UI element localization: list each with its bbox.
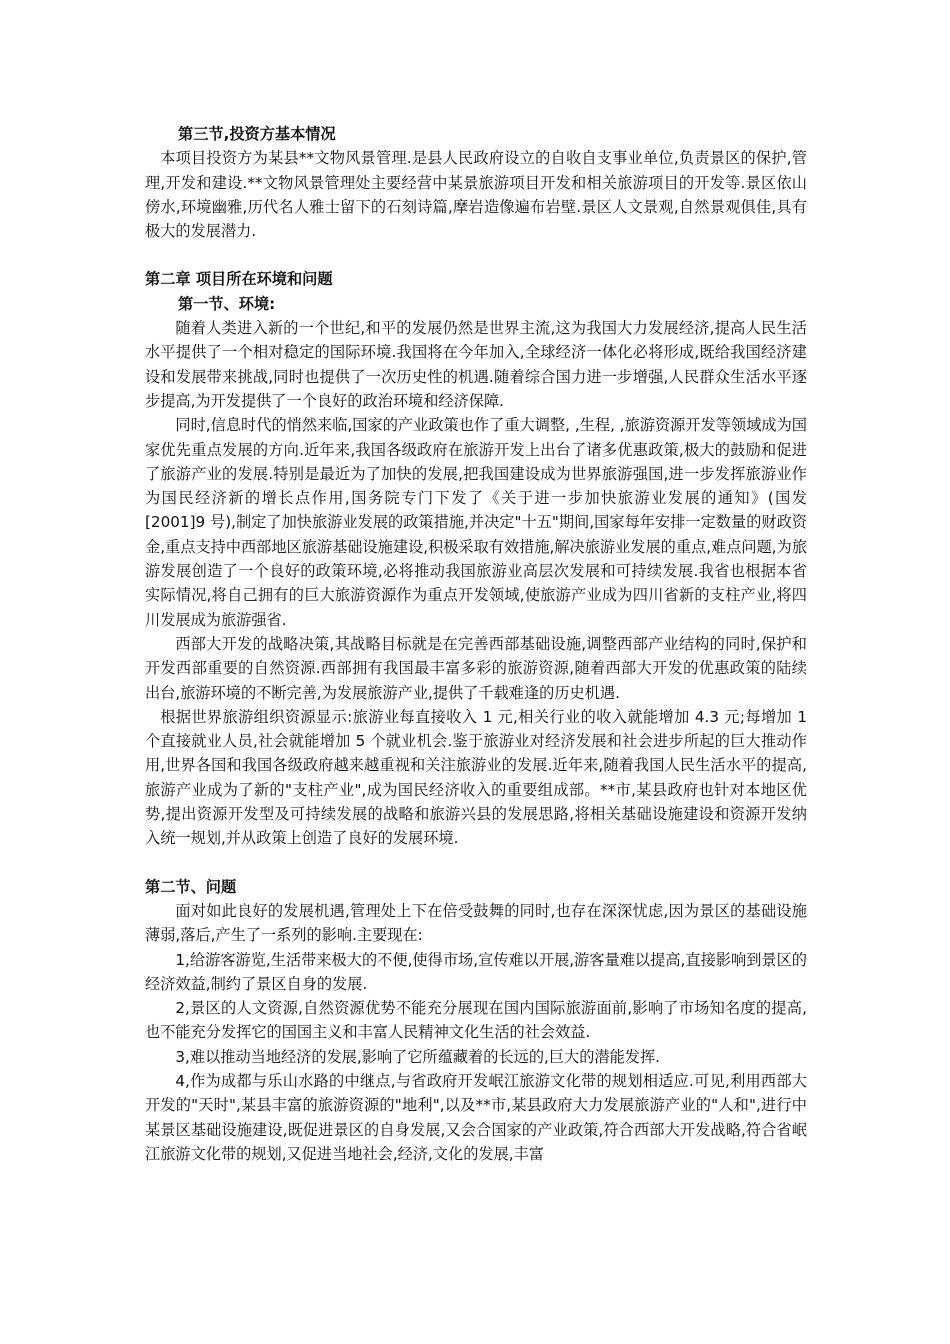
section-heading-environment: 第一节、环境: (178, 294, 276, 313)
paragraph-environment-4: 根据世界旅游组织资源显示:旅游业每直接收入 1 元,相关行业的收入就能增加 4.3 元;每增加 1 个直接就业人员,社会就能增加 5 个就业机会.鉴于旅游业对经济发展和社会进步所起的巨大推动作用,世界各国和我国各级政府越来越重视和关注旅游业的发展.近年来,随着我国人民生活水平的提高,旅游产业成为了新的"支柱产业",成为国民经济收入的重要组成部。**市,某县政府也针对本地区优势,提出资源开发型及可持续发展的战略和旅游兴县的发展思路,将相关基础设施建设和资源开发纳入统一规划,并从政策上创造了良好的发展环境. (145, 707, 807, 848)
list-item-problem-3: 3,难以推动当地经济的发展,影响了它所蕴藏着的长远的,巨大的潜能发挥. (175, 1047, 660, 1066)
section-heading-problems: 第二节、问题 (145, 877, 237, 896)
paragraph-problems-intro: 面对如此良好的发展机遇,管理处上下在倍受鼓舞的同时,也存在深深忧虑,因为景区的基础设施薄弱,落后,产生了一系列的影响.主要现在: (145, 901, 807, 945)
list-item-problem-4: 4,作为成都与乐山水路的中继点,与省政府开发岷江旅游文化带的规划相适应.可见,利用西部大开发的"天时",某县丰富的旅游资源的"地利",以及**市,某县政府大力发展旅游产业的"人和",进行中某景区基础设施建设,既促进景区的自身发展,又会合国家的产业政策,符合西部大开发战略,符合省岷江旅游文化带的规划,又促进当地社会,经济,文化的发展,丰富 (145, 1071, 807, 1163)
paragraph-environment-3: 西部大开发的战略决策,其战略目标就是在完善西部基础设施,调整西部产业结构的同时,保护和开发西部重要的自然资源.西部拥有我国最丰富多彩的旅游资源,随着西部大开发的优惠政策的陆续出台,旅游环境的不断完善,为发展旅游产业,提供了千载难逢的历史机遇. (145, 634, 807, 702)
document-page (145, 122, 807, 1166)
paragraph-investor: 本项目投资方为某县**文物风景管理.是县人民政府设立的自收自支事业单位,负责景区的保护,管理,开发和建设.**文物风景管理处主要经营中某景旅游项目开发和相关旅游项目的开发等.景区依山傍水,环境幽雅,历代名人雅士留下的石刻诗篇,摩岩造像遍布岩壁.景区人文景观,自然景观俱佳,具有极大的发展潜力. (145, 149, 807, 241)
spacer (145, 243, 807, 267)
spacer (145, 851, 807, 875)
paragraph-environment-1: 随着人类进入新的一个世纪,和平的发展仍然是世界主流,这为我国大力发展经济,提高人民生活水平提供了一个相对稳定的国际环境.我国将在今年加入,全球经济一体化必将形成,既给我国经济建设和发展带来挑战,同时也提供了一次历史性的机遇.随着综合国力进一步增强,人民群众生活水平逐步提高,为开发提供了一个良好的政治环境和经济保障. (145, 319, 807, 410)
paragraph-environment-2: 同时,信息时代的悄然来临,国家的产业政策也作了重大调整, ,生程, ,旅游资源开发等领域成为国家优先重点发展的方向.近年来,我国各级政府在旅游开发上出台了诸多优惠政策,极大的鼓励和促进了旅游产业的发展.特别是最近为了加快的发展,把我国建设成为世界旅游强国,进一步发挥旅游业作为国民经济新的增长点作用,国务院专门下发了《关于进一步加快旅游业发展的通知》(国发[2001]9 号),制定了加快旅游业发展的政策措施,并决定"十五"期间,国家每年安排一定数量的财政资金,重点支持中西部地区旅游基础设施建设,积极采取有效措施,解决旅游业发展的重点,难点问题,为旅游发展创造了一个良好的政策环境,必将推动我国旅游业高层次发展和可持续发展.我省也根据本省实际情况,将自己拥有的巨大旅游资源作为重点开发领域,使旅游产业成为四川省新的支柱产业,将四川发展成为旅游强省. (145, 416, 808, 629)
chapter-heading: 第二章 项目所在环境和问题 (145, 270, 333, 289)
list-item-problem-2: 2,景区的人文资源,自然资源优势不能充分展现在国内国际旅游面前,影响了市场知名度的提高,也不能充分发挥它的国国主义和丰富人民精神文化生活的社会效益. (145, 999, 807, 1042)
list-item-problem-1: 1,给游客游览,生活带来极大的不便,使得市场,宣传难以开展,游客量难以提高,直接影响到景区的经济效益,制约了景区自身的发展. (145, 950, 807, 993)
section-heading-investor: 第三节,投资方基本情况 (178, 125, 336, 143)
